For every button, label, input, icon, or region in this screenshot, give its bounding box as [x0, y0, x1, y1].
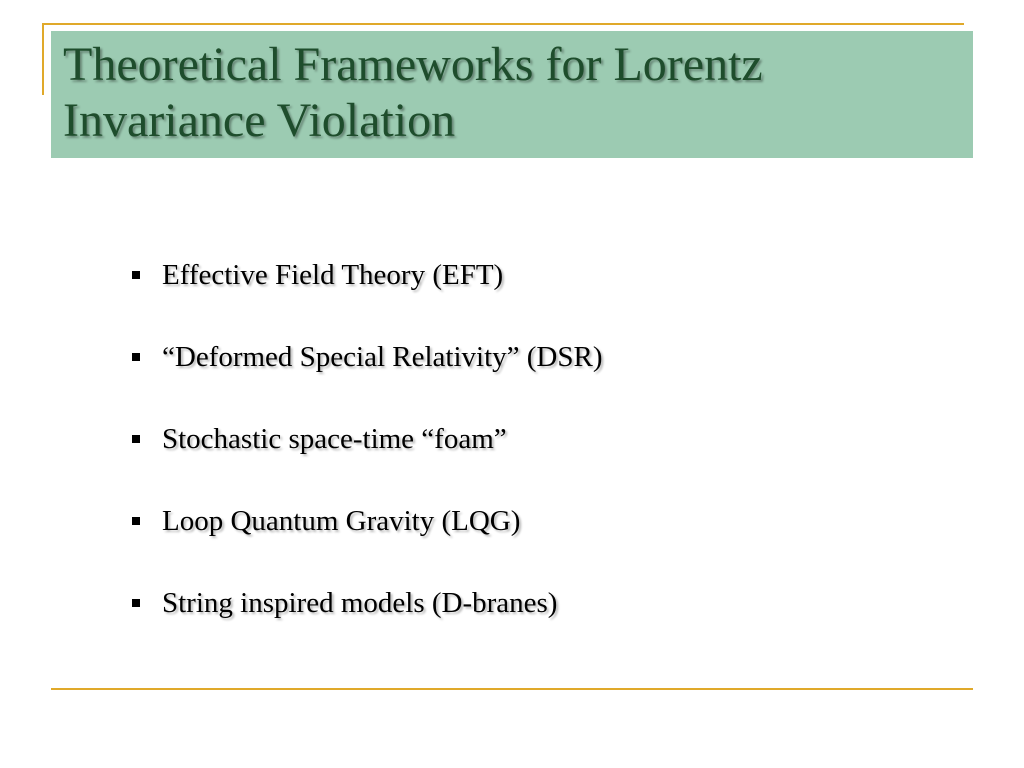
slide-title-line-1: Theoretical Frameworks for Lorentz: [63, 38, 763, 91]
bullet-list: [128, 250, 603, 660]
title-banner: [51, 31, 973, 158]
square-bullet-icon: [132, 599, 140, 607]
top-accent-rule: [42, 23, 964, 25]
left-accent-rule: [42, 23, 44, 95]
square-bullet-icon: [132, 353, 140, 361]
bullet-text: String inspired models (D-branes): [162, 586, 558, 619]
square-bullet-icon: [132, 435, 140, 443]
bullet-item-string: [128, 578, 603, 628]
bullet-text: Effective Field Theory (EFT): [162, 258, 504, 291]
slide-title: [63, 37, 961, 149]
bullet-item-eft: [128, 250, 603, 300]
bullet-item-lqg: [128, 496, 603, 546]
bullet-text: Stochastic space-time “foam”: [162, 422, 507, 455]
bullet-text: “Deformed Special Relativity” (DSR): [162, 340, 603, 373]
bullet-item-dsr: [128, 332, 603, 382]
bullet-text: Loop Quantum Gravity (LQG): [162, 504, 521, 537]
square-bullet-icon: [132, 271, 140, 279]
bottom-accent-rule: [51, 688, 973, 690]
slide-title-line-2: Invariance Violation: [63, 94, 456, 147]
bullet-item-foam: [128, 414, 603, 464]
square-bullet-icon: [132, 517, 140, 525]
